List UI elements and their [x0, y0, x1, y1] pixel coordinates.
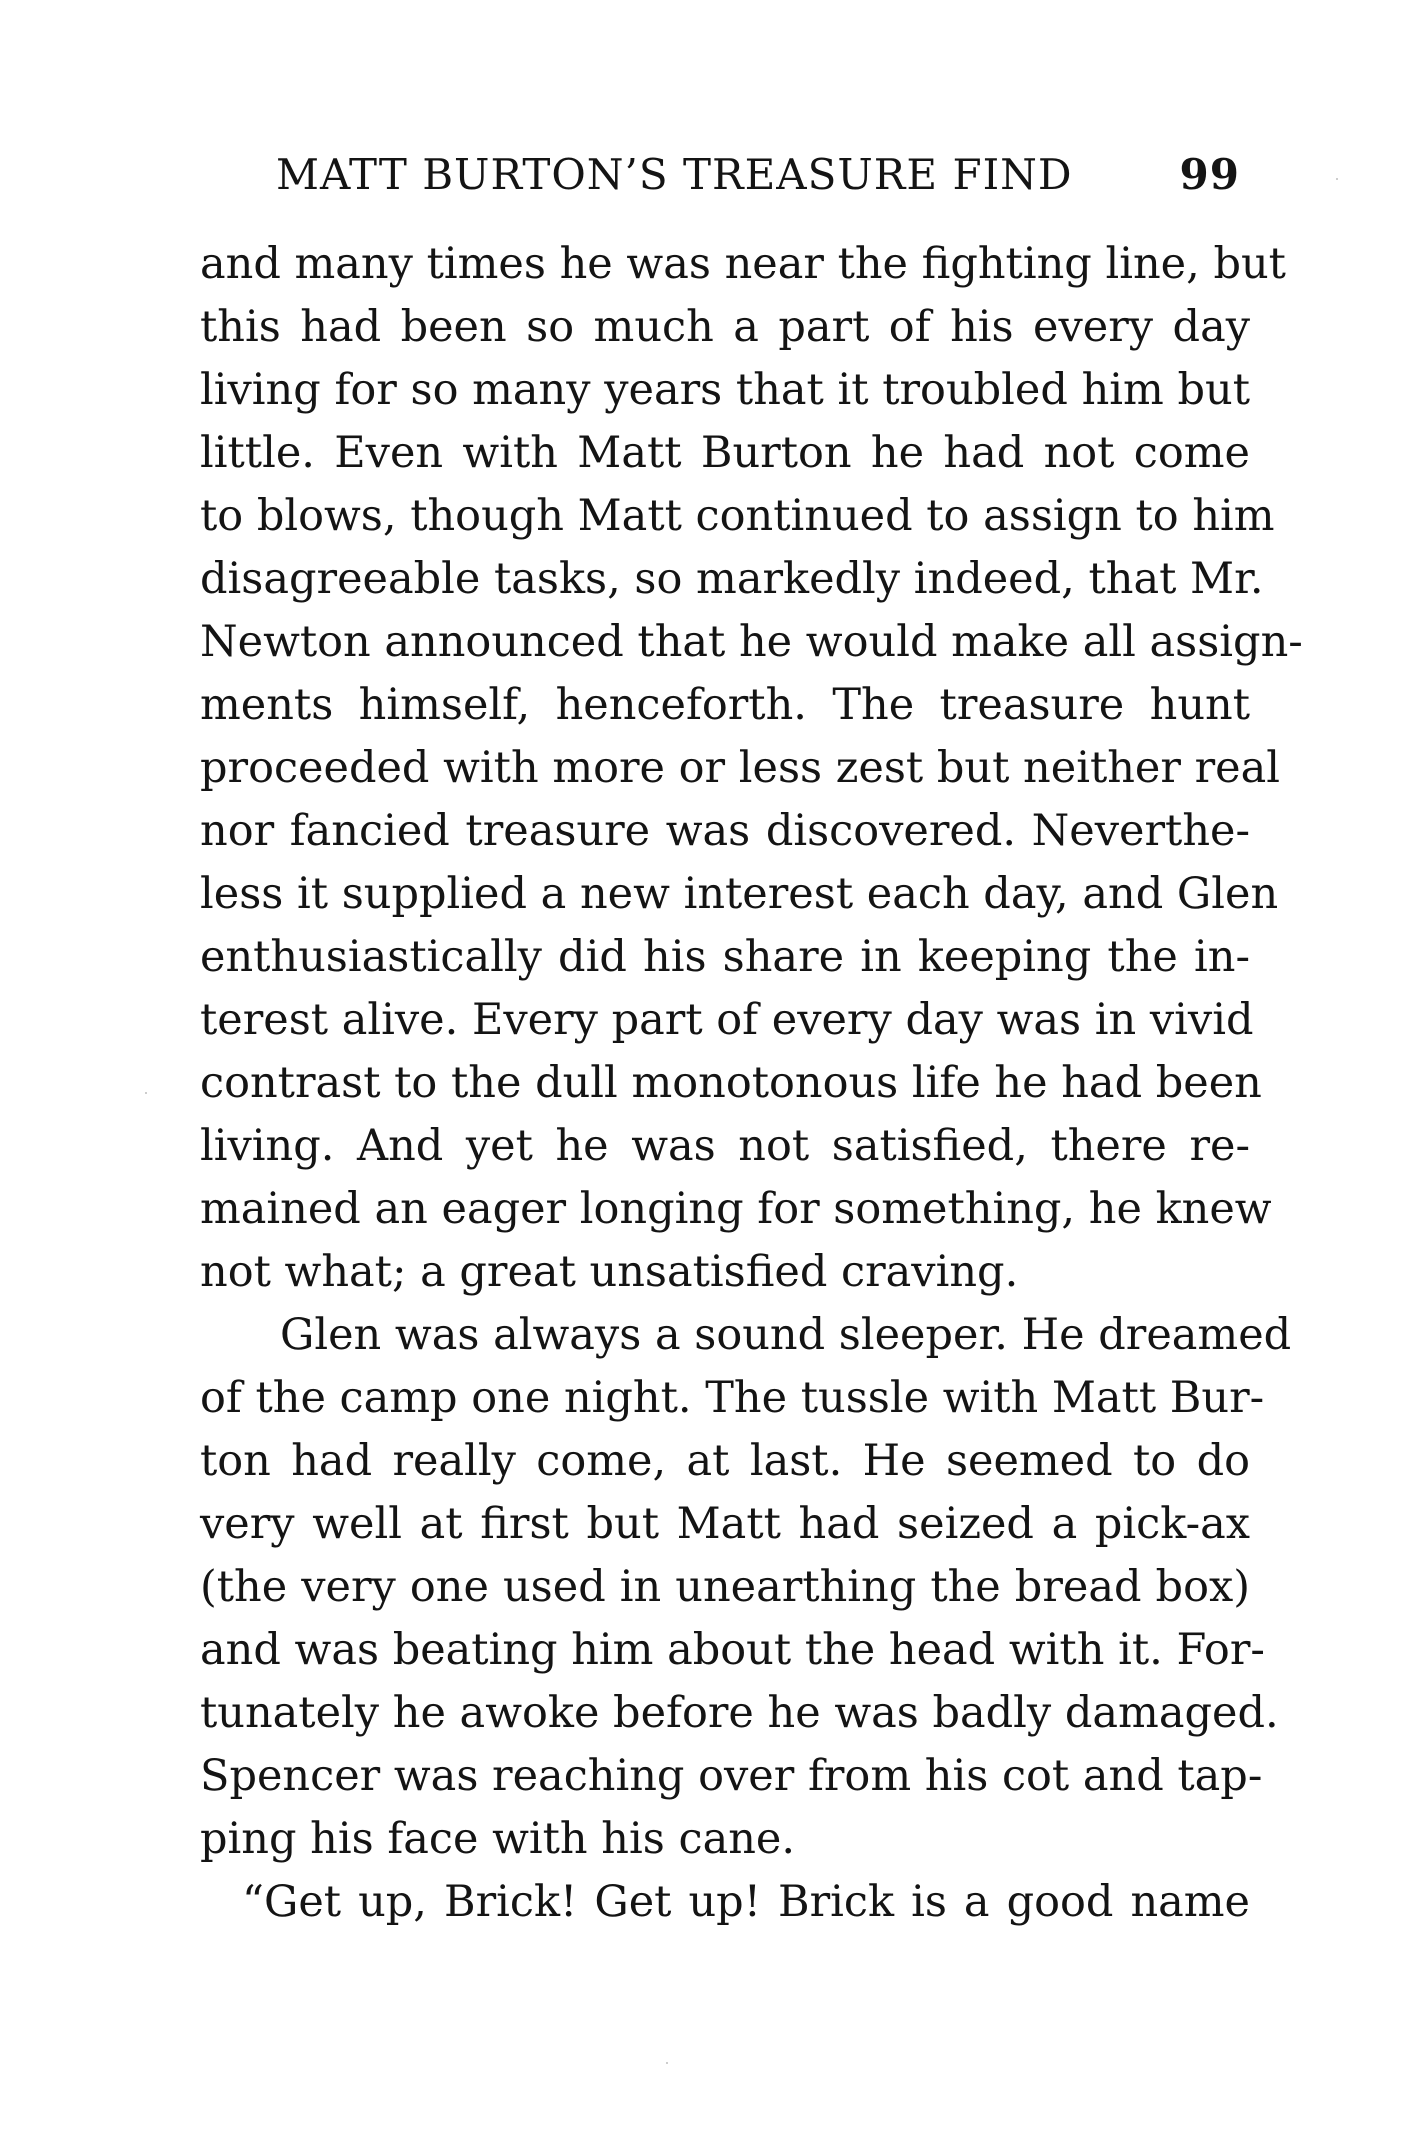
text-line: little. Even with Matt Burton he had not come — [200, 428, 1250, 478]
text-line: living. And yet he was not satisfied, there re- — [200, 1121, 1250, 1171]
text-line: enthusiastically did his share in keeping the in- — [200, 932, 1250, 982]
text-line: terest alive. Every part of every day was in vivid — [200, 995, 1254, 1045]
text-line: (the very one used in unearthing the bread box) — [200, 1562, 1250, 1612]
text-line: tunately he awoke before he was badly damaged. — [200, 1688, 1279, 1738]
text-line: Glen was always a sound sleeper. He dreamed — [280, 1310, 1292, 1360]
running-head — [276, 150, 1240, 210]
text-line: and many times he was near the fighting line, but — [200, 239, 1286, 289]
scan-speck — [145, 1092, 147, 1094]
text-line: not what; a great unsatisfied craving. — [200, 1247, 1019, 1297]
running-title: MATT BURTON’S TREASURE FIND — [276, 150, 1073, 199]
text-line: proceeded with more or less zest but neither real — [200, 743, 1280, 793]
text-line: to blows, though Matt continued to assign to him — [200, 491, 1275, 541]
text-line: Newton announced that he would make all assign- — [200, 617, 1303, 667]
scan-speck — [666, 2062, 668, 2064]
text-line: disagreeable tasks, so markedly indeed, that Mr. — [200, 554, 1264, 604]
text-line: and was beating him about the head with it. For- — [200, 1625, 1265, 1675]
text-line: this had been so much a part of his every day — [200, 302, 1250, 352]
text-line: living for so many years that it troubled him but — [200, 365, 1250, 415]
text-line: contrast to the dull monotonous life he had been — [200, 1058, 1262, 1108]
scan-speck — [1336, 178, 1338, 180]
text-line: less it supplied a new interest each day, and Glen — [200, 869, 1279, 919]
text-line: ton had really come, at last. He seemed to do — [200, 1436, 1250, 1486]
text-line: Spencer was reaching over from his cot and tap- — [200, 1751, 1263, 1801]
text-line: ments himself, henceforth. The treasure hunt — [200, 680, 1250, 730]
text-line: “Get up, Brick! Get up! Brick is a good name — [242, 1877, 1250, 1927]
text-line: very well at first but Matt had seized a pick-ax — [200, 1499, 1250, 1549]
text-line: ping his face with his cane. — [200, 1814, 796, 1864]
text-line: mained an eager longing for something, he knew — [200, 1184, 1272, 1234]
page-number: 99 — [1179, 150, 1240, 199]
text-line: of the camp one night. The tussle with Matt Bur- — [200, 1373, 1265, 1423]
text-line: nor fancied treasure was discovered. Neverthe- — [200, 806, 1250, 856]
